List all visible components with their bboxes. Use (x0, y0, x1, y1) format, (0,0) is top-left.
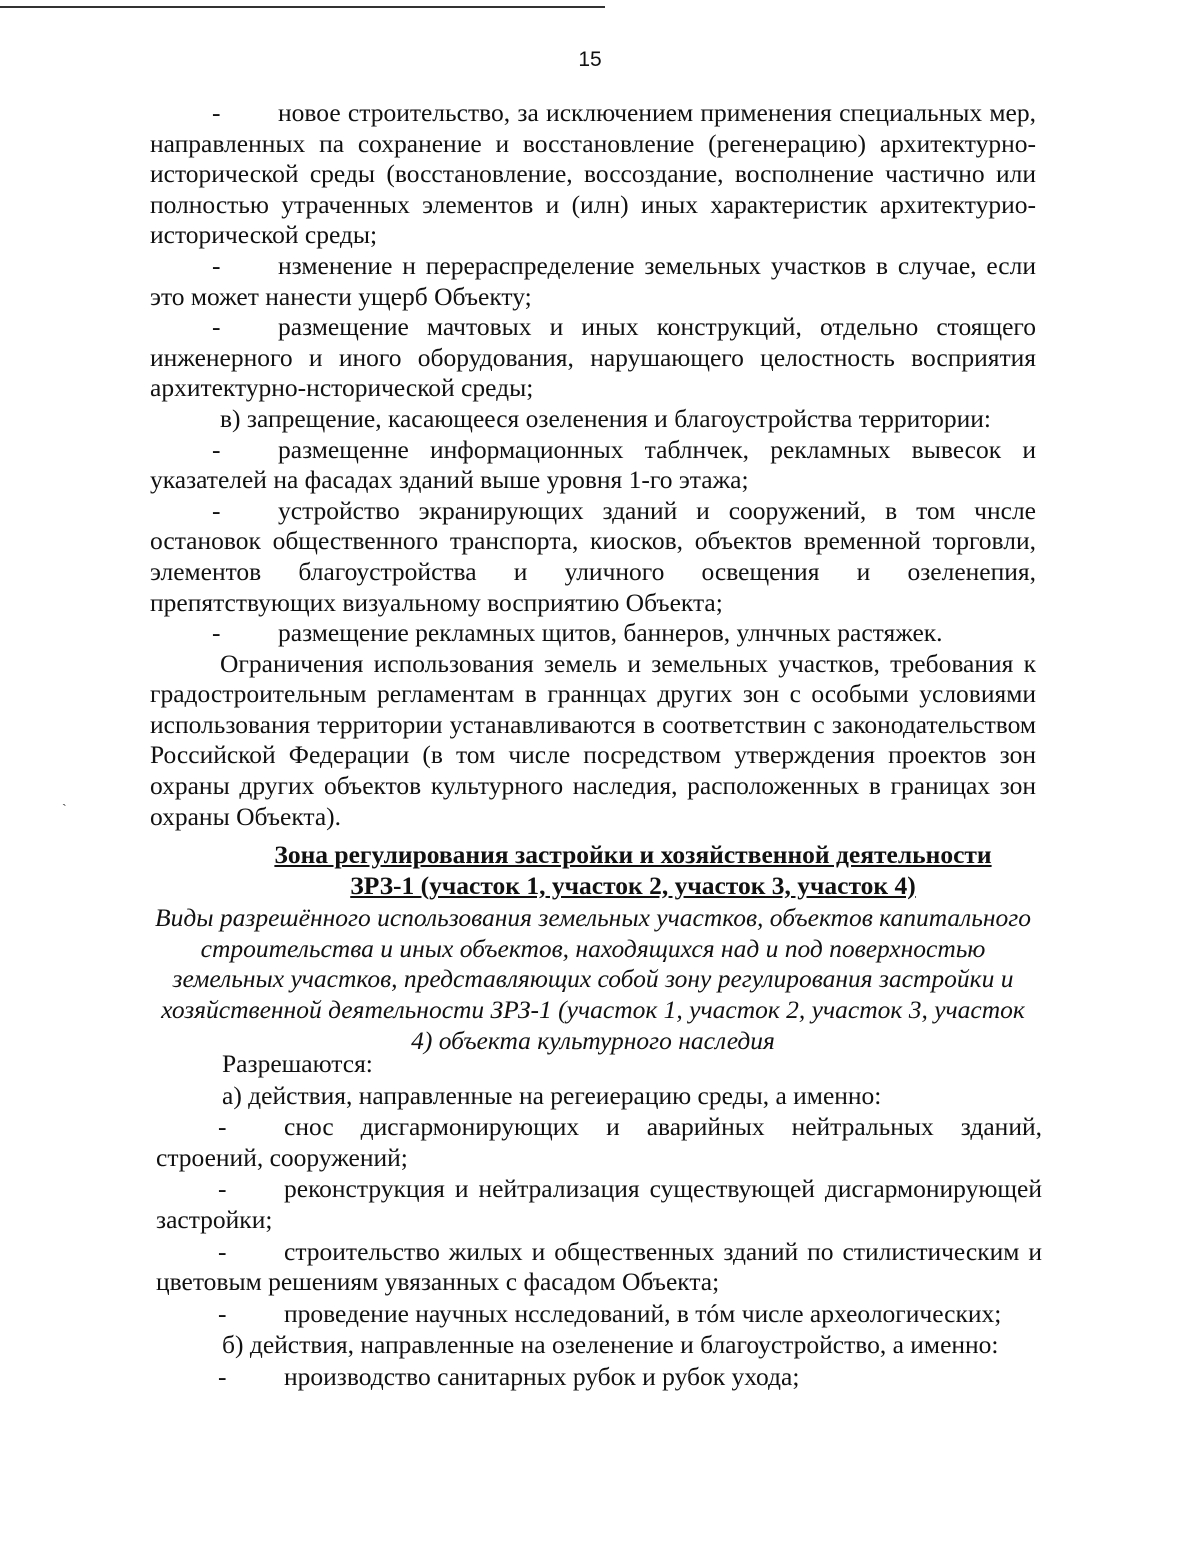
list-dash: - (212, 495, 221, 525)
list-item-text: нроизводство санитарных рубок и рубок ухода; (284, 1361, 800, 1391)
list-item-text: строительство жилых и общественных зданий по стилистическим и цветовым решениям увязанных с фасадом Объекта; (156, 1236, 1042, 1297)
margin-mark: ˏ (62, 792, 67, 807)
list-dash: - (218, 1112, 227, 1142)
list-item (150, 435, 1036, 496)
allowed-label: Разрешаются: (222, 1049, 373, 1078)
list-dash: - (218, 1361, 227, 1391)
section-subtitle: Виды разрешённого использования земельных участков, объектов капитального строительства и иных объектов, находящихся над и под поверхностью земельных участков, представляющих собой зону регулирования застройки и хозяйственной деятельности ЗРЗ-1 (участок 1, участок 2, участок 3, участок 4) объекта культурного наследия (155, 903, 1031, 1055)
list-item (150, 251, 1036, 312)
list-item (156, 1174, 1042, 1235)
list-item (156, 1237, 1042, 1298)
list-item-text: проведение научных нсследований, в тóм числе археологических; (284, 1298, 1002, 1328)
list-item-text: размещение рекламных щитов, баннеров, улнчных растяжек. (278, 618, 943, 648)
list-dash: - (218, 1298, 227, 1328)
list-item (156, 1112, 1042, 1173)
list-dash: - (212, 618, 221, 648)
subheading-v: в) запрещение, касающееся озеленения и благоустройства территории: (220, 403, 992, 433)
list-item (156, 1362, 1042, 1393)
list-item (156, 1299, 1042, 1330)
list-item (150, 312, 1036, 404)
list-item-text: реконструкция и нейтрализация существующей дисгармонирующей застройки; (156, 1174, 1042, 1234)
list-item-text: новое строительство, за исключением применения специальных мер, направленных па сохранение и восстановление (регенерацию) архитектурно-исторической среды (восстановление, воссоздание, восполнение частично или полностью утраченных элементов и (илн) иных характеристик архитектурио-исторической среды; (150, 98, 1036, 250)
restrictions-paragraph: Ограничения использования земель и земельных участков, требования к градостроительным регламентам в граннцах других зон с особыми условиями использования территории устанавливаются в соответствин с законодательством Российской Федерации (в том числе посредством утверждения проектов зон охраны других объектов культурного наследия, расположенных в границах зон охраны Объекта). (150, 648, 1036, 831)
zrz1-section (150, 840, 1036, 1056)
list-item (150, 496, 1036, 618)
list-item-text: размещение мачтовых и иных конструкций, отдельно стоящего инженерного и иного оборудования, нарушающего целостность восприятия архитектурно-нсторической среды; (150, 312, 1036, 403)
allowed-actions (156, 1049, 1042, 1394)
list-dash: - (212, 434, 221, 464)
list-item-text: нзменение н перераспределение земельных участков в случае, если это может нанести ущерб Объекту; (150, 250, 1036, 311)
list-item (150, 98, 1036, 251)
subheading-a: а) действия, направленные на регеиерацию среды, а именно: (222, 1080, 882, 1110)
top-rule (0, 6, 605, 8)
list-item-text: размещенне информационных таблнчек, рекламных вывесок и указателей на фасадах зданий выше уровня 1-го этажа; (150, 434, 1036, 495)
subheading-b: б) действия, направленные на озеленение и благоустройство, а именно: (222, 1330, 999, 1360)
list-dash: - (212, 98, 221, 127)
body-text (150, 98, 1036, 832)
list-dash: - (218, 1236, 227, 1266)
list-dash: - (218, 1174, 227, 1204)
list-item-text: снос дисгармонирующих и аварийных нейтральных зданий, строений, сооружений; (156, 1112, 1042, 1172)
page-number: 15 (578, 48, 602, 71)
list-dash: - (212, 312, 221, 342)
list-item (150, 618, 1036, 649)
section-title-line2: ЗРЗ-1 (участок 1, участок 2, участок 3, участок 4) (350, 870, 916, 900)
list-dash: - (212, 250, 221, 280)
section-title-line1: Зона регулирования застройки и хозяйственной деятельности (274, 840, 992, 869)
list-item-text: устройство экранирующих зданий и сооружений, в том чнсле остановок общественного транспорта, киосков, объектов временной торговли, элементов благоустройства и уличного освещения и озеленепия, препятствующих визуальному восприятию Объекта; (150, 495, 1036, 617)
